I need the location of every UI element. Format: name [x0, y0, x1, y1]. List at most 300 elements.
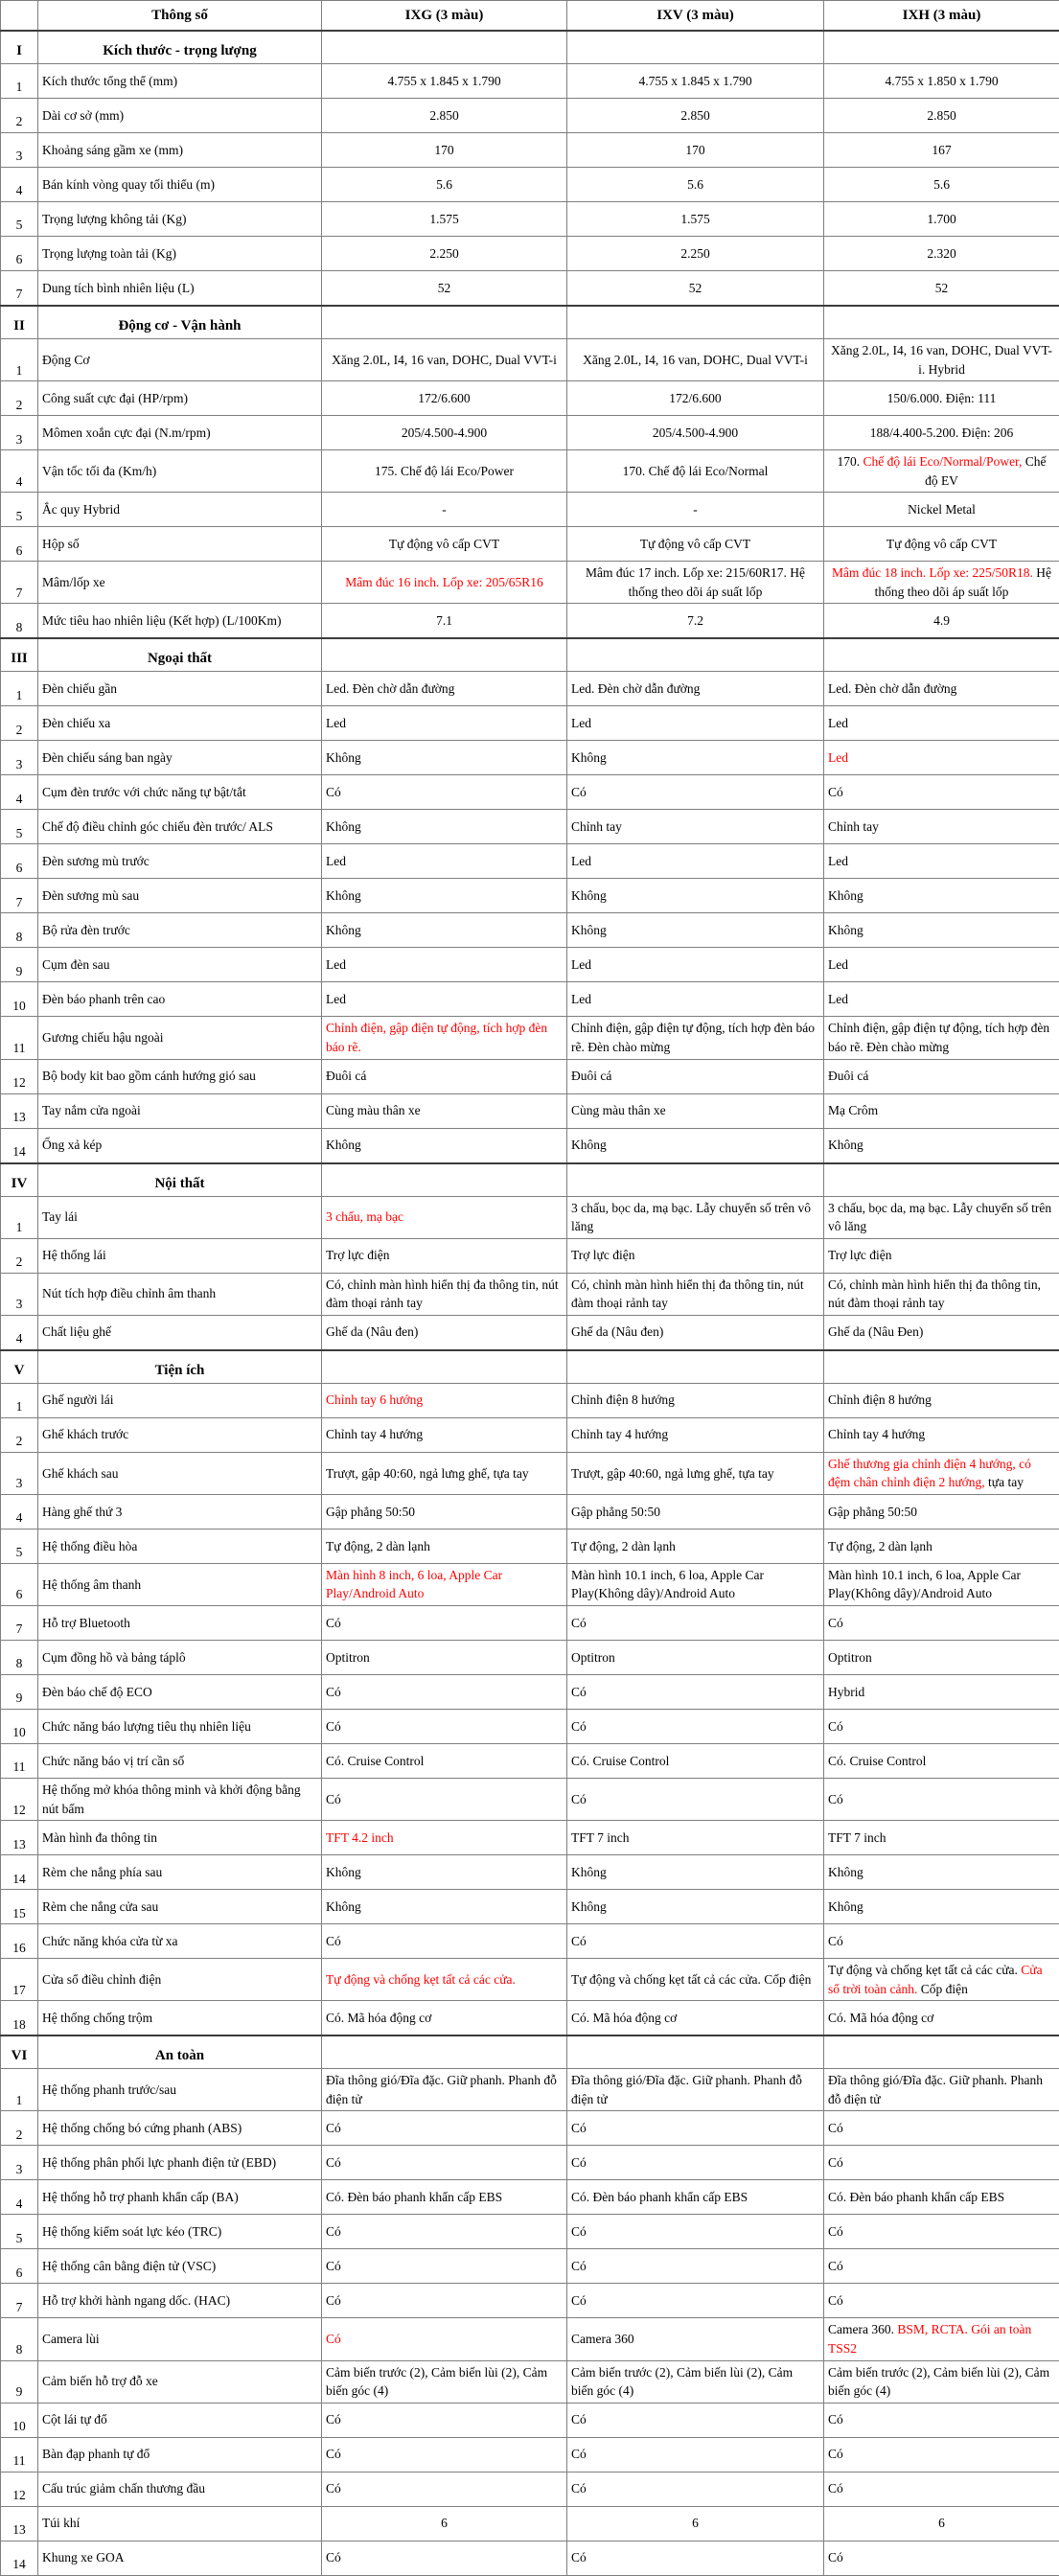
row-number: 6 — [1, 2249, 38, 2284]
cell-text: Camera 360. — [828, 2322, 897, 2336]
cell-ixh: TFT 7 inch — [824, 1821, 1059, 1855]
cell-ixg: 2.850 — [322, 99, 567, 133]
cell-ixv: TFT 7 inch — [567, 1821, 824, 1855]
cell-ixv: 172/6.600 — [567, 381, 824, 416]
spec-row — [1, 2069, 1059, 2111]
cell-ixv: Có — [567, 1924, 824, 1959]
section-row-i — [1, 31, 1059, 64]
cell-ixh: Có, chỉnh màn hình hiển thị đa thông tin, nút đàm thoại rảnh tay — [824, 1273, 1059, 1315]
row-label: Cấu trúc giảm chấn thương đầu — [38, 2472, 322, 2506]
spec-row — [1, 2437, 1059, 2472]
cell-ixh: Mạ Crôm — [824, 1093, 1059, 1128]
row-number: 9 — [1, 1675, 38, 1710]
cell-ixh: Chỉnh điện 8 hướng — [824, 1383, 1059, 1417]
cell-ixh: Có — [824, 1606, 1059, 1641]
spec-row — [1, 1675, 1059, 1710]
cell-ixh: Tự động vô cấp CVT — [824, 527, 1059, 562]
row-number: 15 — [1, 1890, 38, 1924]
row-number: 1 — [1, 2069, 38, 2111]
row-number: 7 — [1, 1606, 38, 1641]
cell-ixg: Có — [322, 2146, 567, 2180]
spec-row — [1, 1710, 1059, 1744]
cell-ixh: 167 — [824, 133, 1059, 168]
cell-ixg: 5.6 — [322, 168, 567, 202]
row-label: Công suất cực đại (HP/rpm) — [38, 381, 322, 416]
row-label: Bán kính vòng quay tối thiểu (m) — [38, 168, 322, 202]
cell-ixv: Có. Mã hóa động cơ — [567, 2001, 824, 2036]
row-number: 5 — [1, 2215, 38, 2249]
row-number: 7 — [1, 2284, 38, 2318]
cell-ixg: Có — [322, 1675, 567, 1710]
row-label: Hàng ghế thứ 3 — [38, 1494, 322, 1529]
section-row-iii — [1, 638, 1059, 672]
row-number: 5 — [1, 202, 38, 237]
cell-ixv: Cảm biến trước (2), Cảm biến lùi (2), Cảm biến góc (4) — [567, 2360, 824, 2403]
cell-ixv: 205/4.500-4.900 — [567, 416, 824, 450]
spec-row — [1, 1821, 1059, 1855]
cell-ixg: Không — [322, 879, 567, 913]
section-row-v — [1, 1350, 1059, 1384]
cell-ixg: Trượt, gập 40:60, ngả lưng ghế, tựa tay — [322, 1452, 567, 1494]
cell-ixg: Không — [322, 1890, 567, 1924]
cell-ixv: Không — [567, 1890, 824, 1924]
cell-ixv: Có — [567, 2215, 824, 2249]
row-label: Chức năng báo vị trí cần số — [38, 1744, 322, 1779]
spec-row — [1, 1855, 1059, 1890]
row-number: 7 — [1, 271, 38, 307]
spec-row — [1, 1238, 1059, 1273]
row-label: Nút tích hợp điều chỉnh âm thanh — [38, 1273, 322, 1315]
cell-ixg — [322, 1959, 567, 2001]
highlighted-text: Chỉnh tay 6 hướng — [326, 1392, 423, 1407]
cell-ixg: 7.1 — [322, 604, 567, 639]
cell-ixh: Có — [824, 1779, 1059, 1821]
row-label: Động Cơ — [38, 339, 322, 381]
cell-ixv: Tự động vô cấp CVT — [567, 527, 824, 562]
column-header-parameter: Thông số — [38, 1, 322, 32]
cell-ixg: Có — [322, 2215, 567, 2249]
cell-ixh: Led — [824, 948, 1059, 982]
cell-ixh — [824, 1959, 1059, 2001]
cell-ixh: 1.700 — [824, 202, 1059, 237]
cell-ixh: 2.850 — [824, 99, 1059, 133]
cell-ixv: Led — [567, 844, 824, 879]
row-number: 5 — [1, 810, 38, 844]
row-label: Ắc quy Hybrid — [38, 493, 322, 527]
cell-ixh: Có. Mã hóa động cơ — [824, 2001, 1059, 2036]
row-number: 10 — [1, 1710, 38, 1744]
spec-row — [1, 202, 1059, 237]
cell-ixg: Trợ lực điện — [322, 1238, 567, 1273]
row-number: 1 — [1, 672, 38, 706]
cell-ixh: Led — [824, 982, 1059, 1017]
cell-text: Cốp điện — [917, 1982, 968, 1996]
cell-ixh: 4.755 x 1.850 x 1.790 — [824, 64, 1059, 99]
cell-ixh: Led — [824, 706, 1059, 741]
cell-ixh: Không — [824, 1890, 1059, 1924]
highlighted-text: Led — [828, 750, 848, 765]
row-number: 2 — [1, 99, 38, 133]
highlighted-text: Mâm đúc 16 inch. Lốp xe: 205/65R16 — [345, 575, 543, 589]
cell-ixh: Có — [824, 1924, 1059, 1959]
spec-row — [1, 1779, 1059, 1821]
spec-row — [1, 1059, 1059, 1093]
row-label: Dài cơ sở (mm) — [38, 99, 322, 133]
cell-ixv: Chỉnh điện, gập điện tự động, tích hợp đèn báo rẽ. Đèn chào mừng — [567, 1017, 824, 1059]
spec-row — [1, 741, 1059, 775]
cell-ixh: Không — [824, 913, 1059, 948]
highlighted-text: Tự động và chống kẹt tất cả các cửa. — [326, 1972, 516, 1987]
cell-ixv: Có — [567, 2472, 824, 2506]
cell-ixh: Optitron — [824, 1641, 1059, 1675]
cell-ixv: Có — [567, 2403, 824, 2437]
spec-row — [1, 1641, 1059, 1675]
cell-ixv: Chỉnh điện 8 hướng — [567, 1383, 824, 1417]
section-row-vi — [1, 2036, 1059, 2069]
cell-ixg: Gập phẳng 50:50 — [322, 1494, 567, 1529]
section-numeral: VI — [1, 2036, 38, 2069]
spec-row — [1, 527, 1059, 562]
row-number: 9 — [1, 2360, 38, 2403]
row-label: Hệ thống lái — [38, 1238, 322, 1273]
row-number: 4 — [1, 2180, 38, 2215]
cell-ixv: Trượt, gập 40:60, ngả lưng ghế, tựa tay — [567, 1452, 824, 1494]
cell-ixh — [824, 562, 1059, 604]
row-label: Chức năng báo lượng tiêu thụ nhiên liệu — [38, 1710, 322, 1744]
highlighted-text: Ghế thương gia chỉnh điện 4 hướng, có đệm chân chỉnh điện 2 hướng, — [828, 1457, 1031, 1490]
row-number: 11 — [1, 2437, 38, 2472]
cell-ixv: Có — [567, 2146, 824, 2180]
spec-row — [1, 1959, 1059, 2001]
cell-ixh: Đĩa thông gió/Đĩa đặc. Giữ phanh. Phanh đỗ điện tử — [824, 2069, 1059, 2111]
cell-ixg: Có — [322, 1606, 567, 1641]
cell-ixh: Có — [824, 2403, 1059, 2437]
spec-row — [1, 1529, 1059, 1563]
spec-row — [1, 168, 1059, 202]
cell-ixg: Cùng màu thân xe — [322, 1093, 567, 1128]
section-empty-cell-ixv — [567, 638, 824, 672]
cell-ixv: Có — [567, 2249, 824, 2284]
cell-ixg: Ghế da (Nâu đen) — [322, 1315, 567, 1350]
cell-ixg: 52 — [322, 271, 567, 307]
cell-ixh: Trợ lực điện — [824, 1238, 1059, 1273]
spec-row — [1, 237, 1059, 271]
column-header-ixv: IXV (3 màu) — [567, 1, 824, 32]
column-header-ixh: IXH (3 màu) — [824, 1, 1059, 32]
section-empty-cell-ixh — [824, 2036, 1059, 2069]
cell-ixg: Không — [322, 741, 567, 775]
cell-ixg: - — [322, 493, 567, 527]
cell-ixh: Tự động, 2 dàn lạnh — [824, 1529, 1059, 1563]
cell-text: Tự động và chống kẹt tất cả các cửa. — [828, 1963, 1021, 1977]
row-label: Đèn chiếu sáng ban ngày — [38, 741, 322, 775]
cell-text: Hệ thống theo dõi áp suất lốp — [875, 565, 1051, 599]
spec-row — [1, 493, 1059, 527]
row-number: 14 — [1, 1128, 38, 1163]
cell-ixv: Optitron — [567, 1641, 824, 1675]
row-number: 4 — [1, 168, 38, 202]
spec-row — [1, 706, 1059, 741]
cell-ixh: Gập phẳng 50:50 — [824, 1494, 1059, 1529]
row-label: Camera lùi — [38, 2318, 322, 2360]
cell-ixv: Có — [567, 1606, 824, 1641]
cell-ixv: Led. Đèn chờ dẫn đường — [567, 672, 824, 706]
highlighted-text: Có — [326, 2332, 341, 2346]
cell-ixh: Có — [824, 2541, 1059, 2575]
cell-ixh — [824, 2318, 1059, 2360]
row-number: 11 — [1, 1744, 38, 1779]
highlighted-text: TFT 4.2 inch — [326, 1830, 394, 1845]
cell-ixg: Có — [322, 775, 567, 810]
cell-ixh: Đuôi cá — [824, 1059, 1059, 1093]
cell-ixv: Có, chỉnh màn hình hiển thị đa thông tin, nút đàm thoại rảnh tay — [567, 1273, 824, 1315]
cell-ixh: Có — [824, 2215, 1059, 2249]
section-row-iv — [1, 1163, 1059, 1197]
row-label: Kích thước tổng thể (mm) — [38, 64, 322, 99]
column-header-ixg: IXG (3 màu) — [322, 1, 567, 32]
row-label: Hệ thống chống bó cứng phanh (ABS) — [38, 2111, 322, 2146]
row-number: 2 — [1, 1238, 38, 1273]
row-label: Cửa sổ điều chỉnh điện — [38, 1959, 322, 2001]
row-label: Đèn báo chế độ ECO — [38, 1675, 322, 1710]
row-label: Màn hình đa thông tin — [38, 1821, 322, 1855]
cell-ixh: 150/6.000. Điện: 111 — [824, 381, 1059, 416]
row-number: 14 — [1, 2541, 38, 2575]
spec-row — [1, 1383, 1059, 1417]
cell-ixg: Không — [322, 1128, 567, 1163]
cell-ixv: 170 — [567, 133, 824, 168]
cell-text: Chế độ EV — [925, 454, 1046, 488]
cell-ixh: Có — [824, 775, 1059, 810]
cell-ixg: Có — [322, 1779, 567, 1821]
cell-ixh: Ghế da (Nâu Đen) — [824, 1315, 1059, 1350]
cell-ixh — [824, 450, 1059, 493]
cell-ixh: Led. Đèn chờ dẫn đường — [824, 672, 1059, 706]
cell-ixh — [824, 1452, 1059, 1494]
spec-row — [1, 99, 1059, 133]
section-empty-cell-ixv — [567, 31, 824, 64]
row-number: 17 — [1, 1959, 38, 2001]
cell-ixg: Có — [322, 1924, 567, 1959]
row-number: 14 — [1, 1855, 38, 1890]
cell-ixh: Có — [824, 2111, 1059, 2146]
spec-row — [1, 810, 1059, 844]
cell-ixh — [824, 741, 1059, 775]
row-label: Vận tốc tối đa (Km/h) — [38, 450, 322, 493]
row-number: 7 — [1, 562, 38, 604]
spec-row — [1, 1606, 1059, 1641]
row-number: 8 — [1, 2318, 38, 2360]
row-label: Đèn chiếu xa — [38, 706, 322, 741]
row-label: Hệ thống âm thanh — [38, 1563, 322, 1605]
cell-ixv: Không — [567, 1128, 824, 1163]
spec-row — [1, 775, 1059, 810]
cell-ixg: Không — [322, 913, 567, 948]
row-label: Hệ thống điều hòa — [38, 1529, 322, 1563]
section-numeral: V — [1, 1350, 38, 1384]
row-number: 3 — [1, 416, 38, 450]
cell-ixv: Không — [567, 1855, 824, 1890]
cell-ixg: Led. Đèn chờ dẫn đường — [322, 672, 567, 706]
spec-row — [1, 1128, 1059, 1163]
cell-ixv: Chỉnh tay 4 hướng — [567, 1417, 824, 1452]
cell-ixh: 5.6 — [824, 168, 1059, 202]
row-label: Đèn sương mù trước — [38, 844, 322, 879]
section-row-ii — [1, 306, 1059, 339]
cell-ixv: Có. Đèn báo phanh khẩn cấp EBS — [567, 2180, 824, 2215]
cell-ixg: 6 — [322, 2506, 567, 2541]
row-number: 18 — [1, 2001, 38, 2036]
section-empty-cell-ixh — [824, 1163, 1059, 1197]
header-row — [1, 1, 1059, 32]
spec-row — [1, 2001, 1059, 2036]
cell-ixv: Có — [567, 1710, 824, 1744]
cell-ixh: 2.320 — [824, 237, 1059, 271]
cell-ixh: Không — [824, 1128, 1059, 1163]
spec-row — [1, 1017, 1059, 1059]
row-label: Mâm/lốp xe — [38, 562, 322, 604]
row-number: 1 — [1, 339, 38, 381]
cell-ixg: 205/4.500-4.900 — [322, 416, 567, 450]
row-number: 2 — [1, 1417, 38, 1452]
cell-ixg — [322, 1821, 567, 1855]
row-number: 13 — [1, 1821, 38, 1855]
cell-ixh: 3 chấu, bọc da, mạ bạc. Lẫy chuyển số trên vô lăng — [824, 1196, 1059, 1238]
section-title: An toàn — [38, 2036, 322, 2069]
spec-row — [1, 2318, 1059, 2360]
section-numeral: I — [1, 31, 38, 64]
cell-ixg: Có — [322, 2111, 567, 2146]
cell-ixg: Led — [322, 982, 567, 1017]
cell-ixg: Có — [322, 2437, 567, 2472]
cell-ixv: Màn hình 10.1 inch, 6 loa, Apple Car Play(Không dây)/Android Auto — [567, 1563, 824, 1605]
cell-ixv: Mâm đúc 17 inch. Lốp xe: 215/60R17. Hệ thống theo dõi áp suất lốp — [567, 562, 824, 604]
spec-row — [1, 1417, 1059, 1452]
row-label: Cột lái tự đổ — [38, 2403, 322, 2437]
row-label: Đèn sương mù sau — [38, 879, 322, 913]
row-label: Khung xe GOA — [38, 2541, 322, 2575]
row-number: 6 — [1, 237, 38, 271]
row-number: 16 — [1, 1924, 38, 1959]
row-number: 1 — [1, 1196, 38, 1238]
spec-row — [1, 2472, 1059, 2506]
cell-ixv: Có. Cruise Control — [567, 1744, 824, 1779]
cell-ixv: 6 — [567, 2506, 824, 2541]
section-empty-cell-ixv — [567, 1350, 824, 1384]
cell-ixh: Xăng 2.0L, I4, 16 van, DOHC, Dual VVT-i. Hybrid — [824, 339, 1059, 381]
cell-ixv: Led — [567, 982, 824, 1017]
spec-table-body — [1, 31, 1059, 2575]
spec-row — [1, 2146, 1059, 2180]
cell-ixv: Có — [567, 775, 824, 810]
cell-ixv: Có — [567, 2437, 824, 2472]
spec-row — [1, 1273, 1059, 1315]
row-label: Bàn đạp phanh tự đổ — [38, 2437, 322, 2472]
row-label: Chất liệu ghế — [38, 1315, 322, 1350]
spec-row — [1, 271, 1059, 307]
cell-ixv: 2.250 — [567, 237, 824, 271]
row-label: Hệ thống mở khóa thông minh và khởi động bằng nút bấm — [38, 1779, 322, 1821]
row-number: 4 — [1, 450, 38, 493]
cell-ixg: Đĩa thông gió/Đĩa đặc. Giữ phanh. Phanh đỗ điện tử — [322, 2069, 567, 2111]
spec-row — [1, 1452, 1059, 1494]
row-number: 4 — [1, 1494, 38, 1529]
highlighted-text: Màn hình 8 inch, 6 loa, Apple Car Play/Android Auto — [326, 1568, 502, 1601]
cell-ixh: 188/4.400-5.200. Điện: 206 — [824, 416, 1059, 450]
row-label: Cụm đồng hồ và bảng táplô — [38, 1641, 322, 1675]
spec-row — [1, 1315, 1059, 1350]
cell-ixv: Có — [567, 2284, 824, 2318]
section-empty-cell-ixh — [824, 1350, 1059, 1384]
cell-ixh: 52 — [824, 271, 1059, 307]
section-empty-cell-ixh — [824, 306, 1059, 339]
section-title: Kích thước - trọng lượng — [38, 31, 322, 64]
row-number: 10 — [1, 2403, 38, 2437]
row-number: 2 — [1, 381, 38, 416]
section-empty-cell-ixg — [322, 638, 567, 672]
corner-header — [1, 1, 38, 32]
section-empty-cell-ixh — [824, 31, 1059, 64]
cell-ixg: Led — [322, 948, 567, 982]
section-empty-cell-ixv — [567, 306, 824, 339]
cell-ixh: Hybrid — [824, 1675, 1059, 1710]
row-number: 2 — [1, 706, 38, 741]
cell-ixg: Tự động, 2 dàn lạnh — [322, 1529, 567, 1563]
row-number: 9 — [1, 948, 38, 982]
row-number: 4 — [1, 775, 38, 810]
cell-ixg: Xăng 2.0L, I4, 16 van, DOHC, Dual VVT-i — [322, 339, 567, 381]
spec-row — [1, 64, 1059, 99]
cell-ixg: 172/6.600 — [322, 381, 567, 416]
section-title: Động cơ - Vận hành — [38, 306, 322, 339]
cell-ixv: Đuôi cá — [567, 1059, 824, 1093]
row-label: Chế độ điều chỉnh góc chiếu đèn trước/ ALS — [38, 810, 322, 844]
spec-row — [1, 2506, 1059, 2541]
highlighted-text: Chế độ lái Eco/Normal/Power, — [863, 454, 1022, 469]
row-label: Hệ thống hỗ trợ phanh khẩn cấp (BA) — [38, 2180, 322, 2215]
cell-ixh: Cảm biến trước (2), Cảm biến lùi (2), Cảm biến góc (4) — [824, 2360, 1059, 2403]
highlighted-text: Chỉnh điện, gập điện tự động, tích hợp đèn báo rẽ. — [326, 1021, 547, 1054]
cell-ixg — [322, 2318, 567, 2360]
cell-ixv: 1.575 — [567, 202, 824, 237]
cell-ixg: Có — [322, 2472, 567, 2506]
cell-ixh: Led — [824, 844, 1059, 879]
cell-ixh: Có — [824, 2249, 1059, 2284]
cell-ixv: Xăng 2.0L, I4, 16 van, DOHC, Dual VVT-i — [567, 339, 824, 381]
cell-ixg: Có — [322, 2403, 567, 2437]
row-label: Hệ thống phanh trước/sau — [38, 2069, 322, 2111]
cell-ixv: Cùng màu thân xe — [567, 1093, 824, 1128]
spec-row — [1, 2541, 1059, 2575]
cell-ixv: 5.6 — [567, 168, 824, 202]
spec-row — [1, 133, 1059, 168]
cell-ixv: Có — [567, 1675, 824, 1710]
cell-ixg — [322, 1196, 567, 1238]
row-number: 5 — [1, 1529, 38, 1563]
row-number: 6 — [1, 1563, 38, 1605]
row-label: Gương chiếu hậu ngoài — [38, 1017, 322, 1059]
row-number: 6 — [1, 844, 38, 879]
section-empty-cell-ixg — [322, 31, 567, 64]
row-number: 2 — [1, 2111, 38, 2146]
row-label: Cụm đèn trước với chức năng tự bật/tắt — [38, 775, 322, 810]
cell-ixh: Có — [824, 1710, 1059, 1744]
cell-ixv: 7.2 — [567, 604, 824, 639]
row-label: Hỗ trợ khởi hành ngang dốc. (HAC) — [38, 2284, 322, 2318]
cell-ixv: Không — [567, 879, 824, 913]
row-number: 12 — [1, 1779, 38, 1821]
cell-ixv: Chỉnh tay — [567, 810, 824, 844]
